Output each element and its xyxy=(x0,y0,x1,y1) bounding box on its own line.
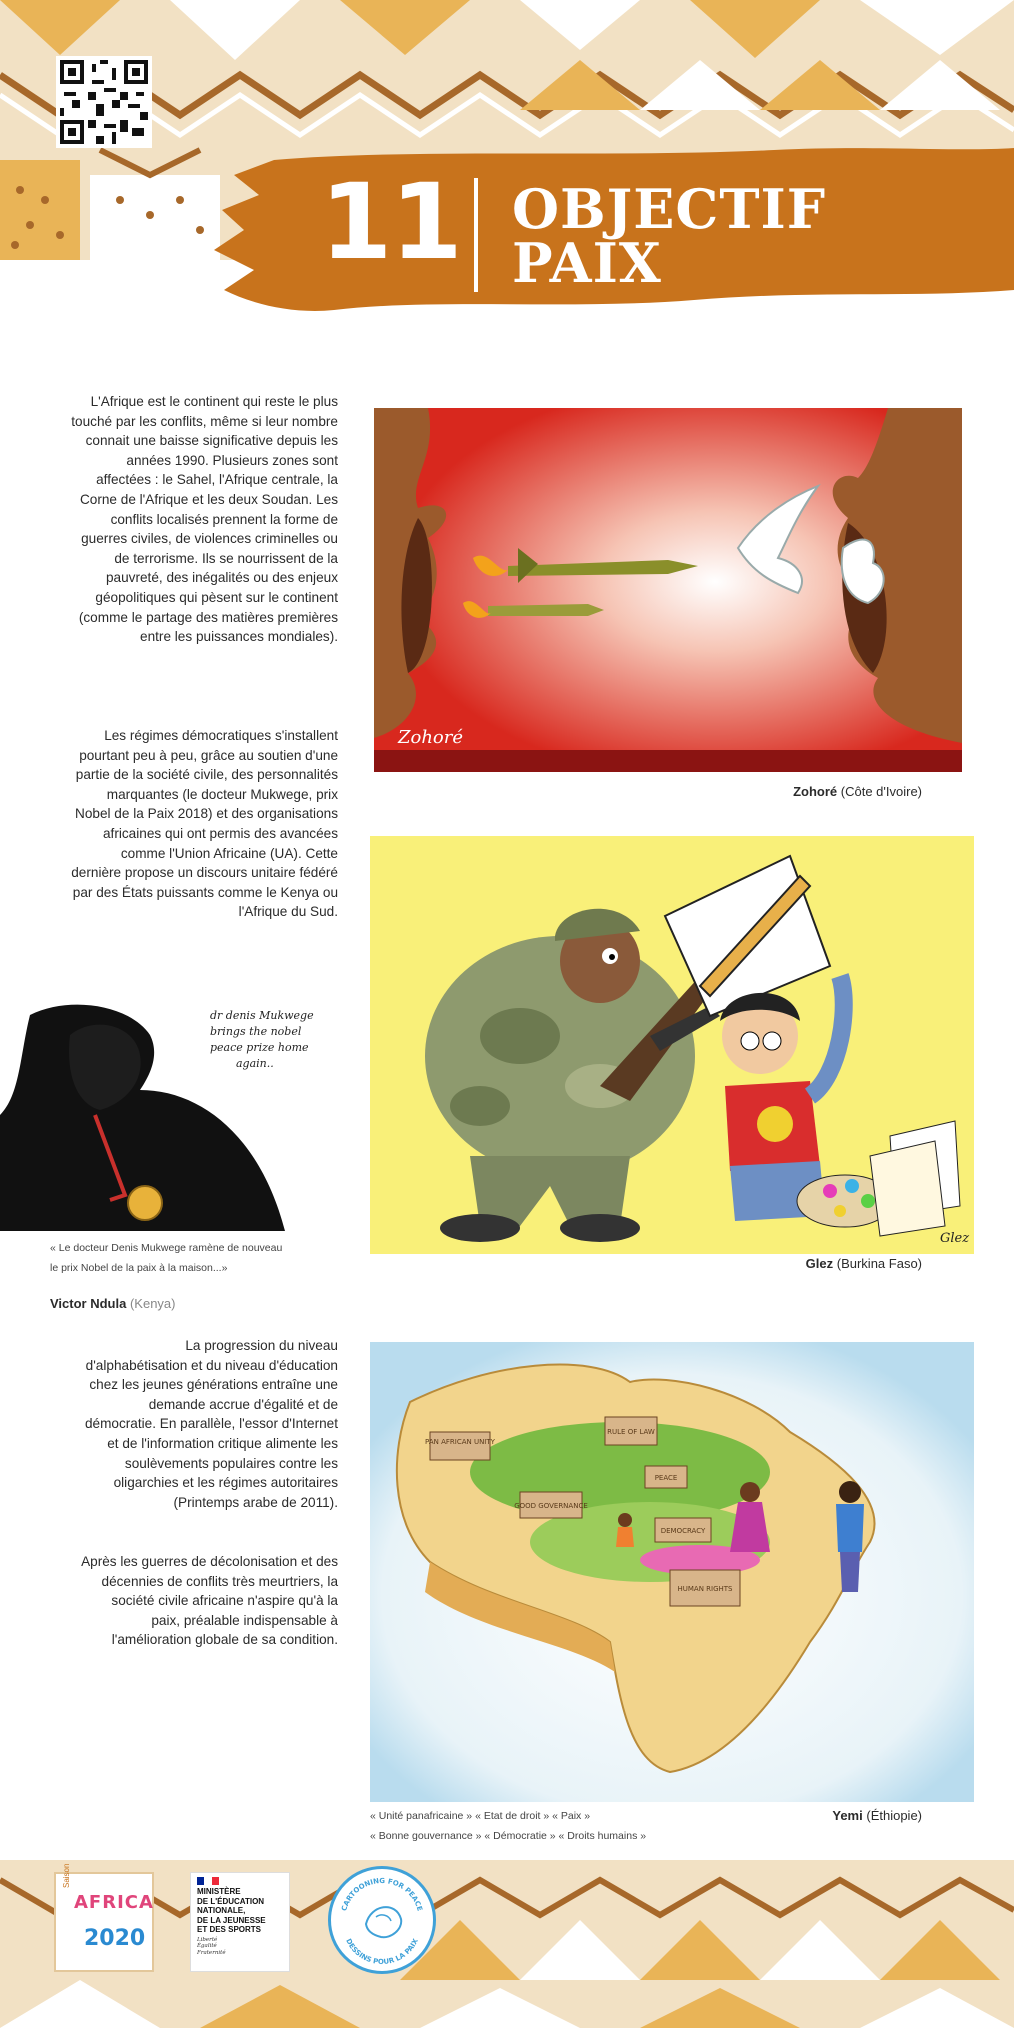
sign-good-governance: GOOD GOVERNANCE xyxy=(514,1502,588,1510)
caption-ndula-line2: le prix Nobel de la paix à la maison...» xyxy=(50,1262,228,1274)
motto-liberte: Liberté xyxy=(197,1936,218,1943)
ministry-line1: MINISTÈRE xyxy=(197,1887,241,1896)
saison-year: 2020 xyxy=(84,1926,146,1951)
zohore-signature: Zohoré xyxy=(398,727,464,748)
caption-ndula xyxy=(50,1238,350,1278)
motto-fraternite: Fraternité xyxy=(197,1949,226,1956)
cartoon-glez xyxy=(370,836,974,1254)
intro-paragraph-conflicts: L'Afrique est le continent qui reste le plus touché par les conflits, même si leur nombre connait une baisse significative depuis les années 1990. Plusieurs zones sont affectées : le Sahel, l'Afrique centrale, la Corne de l'Afrique et les deux Soudan. Les conflits localisés prennent la forme de guerres civiles, de violences criminelles ou de terrorisme. Ils se nourrissent de la pauvreté, des inégalités ou des enjeux géopolitiques qui pèsent sur le continent (comme le partage des matières premières entre les puissances mondiales). xyxy=(71,394,338,645)
credit-glez xyxy=(640,1256,922,1271)
zohore-illustration xyxy=(368,398,972,776)
artist-yemi: Yemi xyxy=(832,1808,863,1823)
cartoon-yemi xyxy=(370,1342,974,1802)
credit-ndula xyxy=(50,1296,350,1311)
ndula-handwriting-line1: dr denis Mukwege xyxy=(210,1009,314,1022)
credit-zohore xyxy=(640,784,922,799)
ministry-line3: NATIONALE, xyxy=(197,1906,246,1915)
cartooning-for-peace-badge xyxy=(331,1869,433,1971)
ministry-line4: DE LA JEUNESSE xyxy=(197,1915,266,1925)
sign-pan-african-unity: PAN AFRICAN UNITY xyxy=(425,1438,495,1446)
ndula-handwriting-line2: brings the nobel xyxy=(210,1025,302,1038)
ministry-line5: ET DES SPORTS xyxy=(197,1925,262,1934)
ministry-line2: DE L'ÉDUCATION xyxy=(197,1896,265,1906)
ndula-illustration xyxy=(0,995,338,1231)
french-flag-icon xyxy=(197,1877,219,1885)
sign-human-rights: HUMAN RIGHTS xyxy=(677,1585,733,1593)
glez-illustration xyxy=(370,836,974,1254)
cartooning-bottom-text: DESSINS POUR LA PAIX xyxy=(344,1937,420,1967)
caption-yemi-line1: « Unité panafricaine » « Etat de droit » « Paix » xyxy=(370,1810,591,1822)
glez-signature: Glez xyxy=(940,1231,970,1246)
artist-zohore: Zohoré xyxy=(793,784,838,799)
sign-democracy: DEMOCRACY xyxy=(660,1527,706,1535)
motto-egalite: Égalité xyxy=(197,1943,217,1949)
country-ndula: (Kenya) xyxy=(129,1296,176,1311)
cartooning-for-peace-logo[interactable] xyxy=(328,1866,436,1974)
ministry-logo[interactable] xyxy=(190,1872,290,1972)
saison-label: Saison xyxy=(62,1863,71,1888)
country-glez: (Burkina Faso) xyxy=(836,1256,922,1271)
yemi-illustration xyxy=(370,1342,974,1802)
sign-peace: PEACE xyxy=(654,1474,678,1482)
ndula-handwriting-line4: again.. xyxy=(236,1057,274,1070)
country-zohore: (Côte d'Ivoire) xyxy=(840,784,922,799)
svg-text:DESSINS POUR LA PAIX xyxy=(344,1937,420,1966)
artist-ndula: Victor Ndula xyxy=(50,1296,127,1311)
title-divider xyxy=(474,178,478,292)
artist-glez: Glez xyxy=(805,1256,834,1271)
sign-rule-of-law: RULE OF LAW xyxy=(607,1428,655,1436)
qr-code-graphic xyxy=(60,60,148,144)
caption-yemi-line2: « Bonne gouvernance » « Démocratie » « Droits humains » xyxy=(370,1830,647,1842)
qr-code-icon[interactable] xyxy=(56,56,152,148)
paragraph-education: La progression du niveau d'alphabétisation et du niveau d'éducation chez les jeunes générations entraîne une demande accrue d'égalité et de démocratie. En parallèle, l'essor d'Internet et de l'information critique alimente les soulèvements populaires contre les oligarchies et les régimes autoritaires (Printemps arabe de 2011). xyxy=(84,1338,338,1510)
cartoon-ndula xyxy=(0,995,338,1231)
paragraph-peace-aspiration: Après les guerres de décolonisation et des décennies de conflits très meurtriers, la société civile africaine n'aspire qu'à la paix, préalable indispensable à l'amélioration globale de sa condition. xyxy=(81,1554,338,1648)
cartooning-top-text: CARTOONING FOR PEACE xyxy=(340,1876,424,1913)
saison-africa-logo[interactable] xyxy=(54,1863,154,1972)
saison-africa-text: AFRICA xyxy=(74,1892,154,1913)
country-yemi: (Éthiopie) xyxy=(866,1808,922,1823)
ndula-handwriting-line3: peace prize home xyxy=(210,1041,309,1054)
cartoon-zohore xyxy=(368,398,972,776)
caption-yemi xyxy=(370,1806,710,1846)
page-title-line2: PAIX xyxy=(512,231,662,295)
page-title-line1: OBJECTIF xyxy=(512,177,827,241)
credit-yemi xyxy=(700,1808,922,1823)
panel-number: 11 xyxy=(320,161,461,283)
paragraph-democracy: Les régimes démocratiques s'installent pourtant peu à peu, grâce au soutien d'une partie de la société civile, des personnalités marquantes (le docteur Mukwege, prix Nobel de la Paix 2018) et des organisations africaines qui ont permis des avancées comme l'Union Africaine (UA). Cette dernière propose un discours unitaire fédéré par des États puissants comme le Kenya ou l'Afrique du Sud. xyxy=(71,728,338,920)
caption-ndula-line1: « Le docteur Denis Mukwege ramène de nouveau xyxy=(50,1242,283,1254)
